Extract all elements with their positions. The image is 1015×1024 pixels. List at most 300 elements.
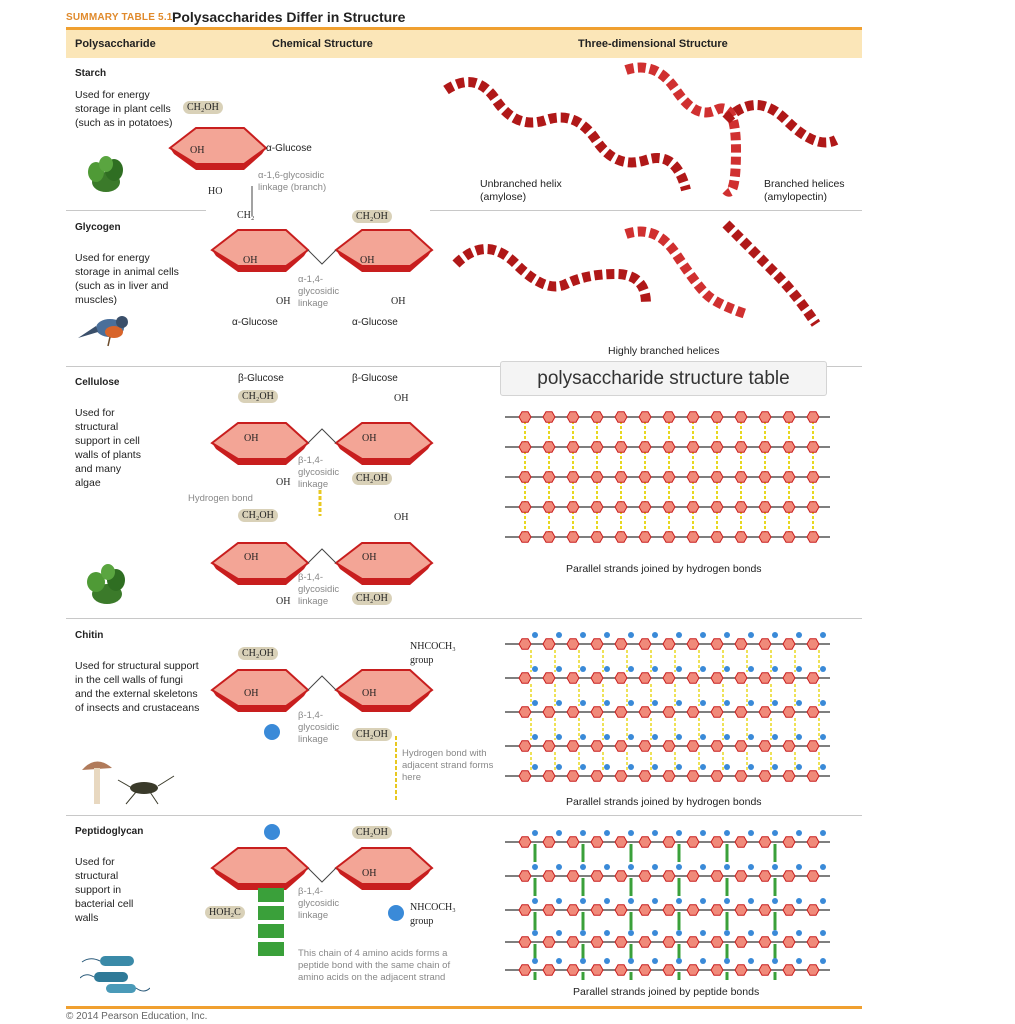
sugar-ring-mark xyxy=(735,673,747,683)
sugar-ring-mark xyxy=(615,442,627,452)
sugar-ring-mark xyxy=(615,673,627,683)
sugar-ring-mark xyxy=(567,937,579,947)
ch2oh-label: CH₂OH xyxy=(352,592,392,605)
side-group-mark xyxy=(796,700,802,706)
sugar-ring-mark xyxy=(687,502,699,512)
side-group-mark xyxy=(676,666,682,672)
side-group-mark xyxy=(580,864,586,870)
sugar-ring-mark xyxy=(639,771,651,781)
side-group-mark xyxy=(748,864,754,870)
side-group-mark xyxy=(724,764,730,770)
row-separator xyxy=(430,210,862,211)
sugar-ring-mark xyxy=(711,502,723,512)
side-group-mark xyxy=(676,930,682,936)
sugar-ring-mark xyxy=(591,472,603,482)
sugar-ring-mark xyxy=(639,965,651,975)
sugar-ring-mark xyxy=(759,707,771,717)
sugar-ring-mark xyxy=(567,741,579,751)
sugar-ring-mark xyxy=(663,472,675,482)
side-group-mark xyxy=(652,734,658,740)
sugar-ring-mark xyxy=(567,502,579,512)
sugar-ring-mark xyxy=(519,639,531,649)
side-group-mark xyxy=(820,830,826,836)
sugar-ring-mark xyxy=(639,905,651,915)
side-group-mark xyxy=(652,666,658,672)
side-group-mark xyxy=(748,930,754,936)
alpha-glucose-label: α-Glucose xyxy=(266,143,312,154)
sugar-ring-mark xyxy=(735,502,747,512)
ch2oh-label: CH₂OH xyxy=(352,210,392,223)
sugar-ring-mark xyxy=(711,442,723,452)
caption-unbranched-helix: Unbranched helix (amylose) xyxy=(480,178,562,203)
side-group-mark xyxy=(820,764,826,770)
side-group-mark xyxy=(772,864,778,870)
sugar-ring-mark xyxy=(759,502,771,512)
sugar-ring-mark xyxy=(543,965,555,975)
sugar-ring-mark xyxy=(783,905,795,915)
sugar-ring-mark xyxy=(783,837,795,847)
side-group-mark xyxy=(820,734,826,740)
side-group-mark xyxy=(700,958,706,964)
sugar-ring-mark xyxy=(735,412,747,422)
column-header-polysaccharide: Polysaccharide xyxy=(75,38,156,50)
sugar-ring-mark xyxy=(543,472,555,482)
side-group-mark xyxy=(652,700,658,706)
sugar-ring-mark xyxy=(735,741,747,751)
sugar-ring-mark xyxy=(519,771,531,781)
side-group-mark xyxy=(748,700,754,706)
sugar-ring-mark xyxy=(615,412,627,422)
sugar-ring-mark xyxy=(759,771,771,781)
oh-label: OH xyxy=(362,688,377,699)
sugar-ring-mark xyxy=(735,771,747,781)
sugar-ring-mark xyxy=(615,965,627,975)
sugar-ring-mark xyxy=(567,532,579,542)
side-group-mark xyxy=(676,830,682,836)
side-group-mark xyxy=(820,898,826,904)
side-group-mark xyxy=(724,700,730,706)
oh-label: OH xyxy=(394,512,409,523)
ch2oh-label: CH₂OH xyxy=(238,390,278,403)
bottom-rule xyxy=(66,1006,862,1009)
side-group-mark xyxy=(604,734,610,740)
side-group-mark xyxy=(700,830,706,836)
sugar-ring-mark xyxy=(615,502,627,512)
sugar-ring-mark xyxy=(567,639,579,649)
sugar-ring-mark xyxy=(663,502,675,512)
sugar-ring-mark xyxy=(807,532,819,542)
sugar-ring-mark xyxy=(663,905,675,915)
sugar-ring-mark xyxy=(711,937,723,947)
sugar-ring-mark xyxy=(759,673,771,683)
sugar-ring-mark xyxy=(567,871,579,881)
side-group-mark xyxy=(652,830,658,836)
side-group-mark xyxy=(820,930,826,936)
sugar-ring-mark xyxy=(639,532,651,542)
sugar-ring-mark xyxy=(783,771,795,781)
sugar-ring-mark xyxy=(567,771,579,781)
sugar-ring-mark xyxy=(663,707,675,717)
side-group-mark xyxy=(652,898,658,904)
caption-branched-helices: Branched helices (amylopectin) xyxy=(764,178,845,203)
sugar-ring-mark xyxy=(591,412,603,422)
sugar-ring-mark xyxy=(687,442,699,452)
oh-label: OH xyxy=(362,868,377,879)
sugar-ring-mark xyxy=(711,741,723,751)
sugar-ring-mark xyxy=(519,502,531,512)
sugar-ring-mark xyxy=(567,905,579,915)
sugar-ring-mark xyxy=(735,472,747,482)
side-group-mark xyxy=(724,898,730,904)
sugar-ring-mark xyxy=(759,905,771,915)
copyright-footer: © 2014 Pearson Education, Inc. xyxy=(66,1011,208,1022)
side-group-mark xyxy=(580,734,586,740)
sugar-ring-mark xyxy=(615,472,627,482)
sugar-ring-mark xyxy=(663,741,675,751)
sugar-ring-mark xyxy=(711,771,723,781)
side-group-mark xyxy=(580,764,586,770)
sugar-ring-mark xyxy=(687,639,699,649)
sugar-ring-mark xyxy=(759,837,771,847)
sugar-ring-mark xyxy=(519,937,531,947)
caption-highly-branched: Highly branched helices xyxy=(608,345,720,357)
sugar-ring-mark xyxy=(519,532,531,542)
sugar-ring-mark xyxy=(639,837,651,847)
sugar-ring-mark xyxy=(567,472,579,482)
side-group-mark xyxy=(748,764,754,770)
sugar-ring-mark xyxy=(519,837,531,847)
side-group-mark xyxy=(724,830,730,836)
side-group-mark xyxy=(820,958,826,964)
side-group-mark xyxy=(772,898,778,904)
sugar-ring-mark xyxy=(543,937,555,947)
sugar-ring-mark xyxy=(663,965,675,975)
side-group-mark xyxy=(820,700,826,706)
side-group-mark xyxy=(676,898,682,904)
side-group-mark xyxy=(748,830,754,836)
side-group-mark xyxy=(556,864,562,870)
sugar-ring-mark xyxy=(567,707,579,717)
sugar-ring-mark xyxy=(711,871,723,881)
side-group-mark xyxy=(628,958,634,964)
side-group-mark xyxy=(820,864,826,870)
sugar-ring-mark xyxy=(759,532,771,542)
sugar-ring-mark xyxy=(807,673,819,683)
side-group-mark xyxy=(676,958,682,964)
sugar-ring-mark xyxy=(591,502,603,512)
ho-label: HO xyxy=(208,186,223,197)
row-desc-peptidoglycan: Used for structural support in bacterial cell walls xyxy=(75,856,134,924)
sugar-ring-mark xyxy=(639,937,651,947)
sugar-ring-mark xyxy=(543,442,555,452)
beta-glucose-label: β-Glucose xyxy=(352,373,398,384)
side-group-mark xyxy=(532,958,538,964)
sugar-ring-mark xyxy=(543,639,555,649)
side-group-mark xyxy=(772,764,778,770)
sugar-ring-mark xyxy=(783,707,795,717)
bacteria-illustration xyxy=(80,948,150,998)
side-group-mark xyxy=(796,898,802,904)
row-desc-starch: Used for energy storage in plant cells (such as in potatoes) xyxy=(75,89,173,129)
oh-label: OH xyxy=(244,688,259,699)
sugar-ring-mark xyxy=(591,837,603,847)
sugar-ring-mark xyxy=(591,965,603,975)
sugar-ring-mark xyxy=(591,532,603,542)
sugar-ring-mark xyxy=(711,472,723,482)
oh-label: OH xyxy=(243,255,258,266)
group-label: group xyxy=(410,916,434,927)
sugar-ring-mark xyxy=(615,532,627,542)
side-group-mark xyxy=(652,864,658,870)
side-group-mark xyxy=(676,734,682,740)
sugar-ring-mark xyxy=(807,937,819,947)
side-group-mark xyxy=(628,666,634,672)
side-group-mark xyxy=(604,958,610,964)
sugar-ring-mark xyxy=(519,442,531,452)
side-group-mark xyxy=(772,632,778,638)
sugar-ring-mark xyxy=(615,937,627,947)
sugar-ring-mark xyxy=(567,965,579,975)
side-group-mark xyxy=(628,734,634,740)
sugar-ring-mark xyxy=(591,741,603,751)
sugar-ring-mark xyxy=(807,472,819,482)
sugar-ring-mark xyxy=(543,771,555,781)
amino-chain-label: This chain of 4 amino acids forms a peptide bond with the same chain of amino acids on the adjacent strand xyxy=(298,948,451,983)
side-group-mark xyxy=(796,666,802,672)
sugar-ring-mark xyxy=(759,412,771,422)
sugar-ring-mark xyxy=(639,502,651,512)
sugar-ring-mark xyxy=(711,673,723,683)
summary-table-label: SUMMARY TABLE 5.1 xyxy=(66,12,173,23)
hydrogen-bond-label: Hydrogen bond xyxy=(188,493,253,504)
side-group-mark xyxy=(628,864,634,870)
row-name-glycogen: Glycogen xyxy=(75,222,121,233)
beta14-linkage-label: β-1,4-glycosidic linkage xyxy=(298,710,340,745)
row-name-cellulose: Cellulose xyxy=(75,377,120,388)
cellulose-strands-illustration xyxy=(505,405,835,550)
sugar-ring-mark xyxy=(711,905,723,915)
side-group-mark xyxy=(700,930,706,936)
sugar-ring-mark xyxy=(543,502,555,512)
oh-label: OH xyxy=(190,145,205,156)
side-group-mark xyxy=(532,734,538,740)
side-group-mark xyxy=(580,958,586,964)
oh-label: OH xyxy=(362,433,377,444)
side-group-mark xyxy=(772,930,778,936)
sugar-ring-mark xyxy=(759,639,771,649)
side-group-mark xyxy=(628,930,634,936)
caption-badge: polysaccharide structure table xyxy=(500,361,827,396)
sugar-ring-mark xyxy=(735,937,747,947)
side-group-mark xyxy=(652,632,658,638)
side-group-mark xyxy=(652,764,658,770)
side-group-mark xyxy=(604,898,610,904)
side-group-mark xyxy=(580,898,586,904)
sugar-ring-mark xyxy=(663,871,675,881)
sugar-ring-mark xyxy=(783,937,795,947)
side-group-mark xyxy=(796,958,802,964)
caption-parallel-peptide-bonds: Parallel strands joined by peptide bonds xyxy=(573,986,760,998)
sugar-ring-mark xyxy=(783,532,795,542)
sugar-ring-mark xyxy=(735,532,747,542)
side-group-mark xyxy=(724,632,730,638)
sugar-ring-mark xyxy=(519,965,531,975)
sugar-ring-mark xyxy=(783,965,795,975)
side-group-mark xyxy=(748,666,754,672)
sugar-ring-mark xyxy=(759,965,771,975)
side-group-mark xyxy=(676,864,682,870)
oh-label: OH xyxy=(276,596,291,607)
sugar-ring-mark xyxy=(687,837,699,847)
sugar-ring-mark xyxy=(519,673,531,683)
side-group-mark xyxy=(700,734,706,740)
sugar-ring-mark xyxy=(591,442,603,452)
side-group-mark xyxy=(796,830,802,836)
sugar-ring-mark xyxy=(639,639,651,649)
side-group-mark xyxy=(532,700,538,706)
side-group-mark xyxy=(628,632,634,638)
row-desc-cellulose: Used for structural support in cell walls of plants and many algae xyxy=(75,407,141,489)
sugar-ring-mark xyxy=(663,532,675,542)
side-group-mark xyxy=(532,666,538,672)
sugar-ring-mark xyxy=(687,673,699,683)
sugar-ring-mark xyxy=(783,472,795,482)
sugar-ring-mark xyxy=(687,707,699,717)
sugar-ring-mark xyxy=(591,707,603,717)
side-group-mark xyxy=(772,666,778,672)
side-group-mark xyxy=(532,764,538,770)
oh-label: OH xyxy=(360,255,375,266)
sugar-ring-mark xyxy=(807,442,819,452)
oh-label: OH xyxy=(244,433,259,444)
column-header-3d-structure: Three-dimensional Structure xyxy=(578,38,728,50)
ch2oh-label: CH₂OH xyxy=(183,101,223,114)
sugar-ring-mark xyxy=(543,532,555,542)
alpha-glucose-label: α-Glucose xyxy=(352,317,398,328)
sugar-ring-mark xyxy=(711,707,723,717)
sugar-ring-mark xyxy=(783,741,795,751)
side-group-mark xyxy=(700,764,706,770)
side-group-mark xyxy=(628,898,634,904)
sugar-ring-mark xyxy=(519,472,531,482)
side-group-mark xyxy=(652,958,658,964)
sugar-ring-mark xyxy=(519,871,531,881)
side-group-mark xyxy=(532,898,538,904)
side-group-mark xyxy=(532,864,538,870)
side-group-mark xyxy=(796,764,802,770)
row-desc-glycogen: Used for energy storage in animal cells (such as in liver and muscles) xyxy=(75,252,179,306)
side-group-mark xyxy=(796,632,802,638)
side-group-mark xyxy=(772,958,778,964)
oh-label: OH xyxy=(276,296,291,307)
oh-label: OH xyxy=(394,393,409,404)
sugar-ring-mark xyxy=(639,442,651,452)
side-group-mark xyxy=(748,632,754,638)
caption-parallel-hbonds-chitin: Parallel strands joined by hydrogen bonds xyxy=(566,796,762,808)
side-group-mark xyxy=(772,700,778,706)
sugar-ring-mark xyxy=(735,871,747,881)
side-group-mark xyxy=(820,666,826,672)
sugar-ring-mark xyxy=(711,412,723,422)
side-group-mark xyxy=(604,700,610,706)
sugar-ring-mark xyxy=(783,442,795,452)
sugar-ring-mark xyxy=(567,837,579,847)
side-group-mark xyxy=(676,700,682,706)
plant-illustration xyxy=(82,562,132,610)
alpha16-linkage-label: α-1,6-glycosidic linkage (branch) xyxy=(258,170,327,193)
sugar-ring-mark xyxy=(687,771,699,781)
sugar-ring-mark xyxy=(615,707,627,717)
side-group-mark xyxy=(556,700,562,706)
side-group-mark xyxy=(604,632,610,638)
side-group-mark xyxy=(532,930,538,936)
sugar-ring-mark xyxy=(663,442,675,452)
bird-illustration xyxy=(76,308,136,348)
side-group-mark xyxy=(652,930,658,936)
sugar-ring-mark xyxy=(543,741,555,751)
sugar-ring-mark xyxy=(783,871,795,881)
side-group-mark xyxy=(772,830,778,836)
side-group-mark xyxy=(532,632,538,638)
row-separator xyxy=(66,618,862,619)
row-name-chitin: Chitin xyxy=(75,630,104,641)
oh-label: OH xyxy=(276,477,291,488)
sugar-ring-mark xyxy=(783,502,795,512)
side-group-mark xyxy=(604,764,610,770)
sugar-ring-mark xyxy=(807,412,819,422)
column-header-bar xyxy=(66,30,862,58)
side-group-mark xyxy=(556,958,562,964)
side-group-mark xyxy=(604,666,610,672)
side-group-mark xyxy=(580,666,586,672)
sugar-ring-mark xyxy=(615,741,627,751)
side-group-mark xyxy=(676,764,682,770)
sugar-ring-mark xyxy=(519,412,531,422)
sugar-ring-mark xyxy=(735,707,747,717)
side-group-mark xyxy=(724,958,730,964)
sugar-ring-mark xyxy=(783,639,795,649)
sugar-ring-mark xyxy=(759,741,771,751)
side-group-mark xyxy=(676,632,682,638)
sugar-ring-mark xyxy=(519,905,531,915)
sugar-ring-mark xyxy=(807,771,819,781)
side-group-mark xyxy=(700,864,706,870)
side-group-mark xyxy=(580,700,586,706)
side-group-mark xyxy=(580,632,586,638)
oh-label: OH xyxy=(362,552,377,563)
sugar-ring-mark xyxy=(807,741,819,751)
sugar-ring-mark xyxy=(687,472,699,482)
side-group-mark xyxy=(796,864,802,870)
beta14-linkage-label: β-1,4-glycosidic linkage xyxy=(298,455,340,490)
hbond-adjacent-label: Hydrogen bond with adjacent strand forms here xyxy=(402,748,494,783)
sugar-ring-mark xyxy=(615,771,627,781)
sugar-ring-mark xyxy=(759,937,771,947)
sugar-ring-mark xyxy=(519,741,531,751)
side-group-mark xyxy=(604,864,610,870)
side-group-mark xyxy=(628,700,634,706)
sugar-ring-mark xyxy=(735,965,747,975)
side-group-mark xyxy=(700,666,706,672)
sugar-ring-mark xyxy=(591,937,603,947)
sugar-ring-mark xyxy=(543,905,555,915)
row-desc-chitin: Used for structural support in the cell walls of fungi and the external skeletons of insects and crustaceans xyxy=(75,660,200,714)
sugar-ring-mark xyxy=(639,673,651,683)
peptidoglycan-strands-illustration xyxy=(505,820,835,980)
ch2oh-label: CH₂OH xyxy=(238,509,278,522)
sugar-ring-mark xyxy=(807,639,819,649)
caption-parallel-hbonds-cellulose: Parallel strands joined by hydrogen bonds xyxy=(566,563,762,575)
